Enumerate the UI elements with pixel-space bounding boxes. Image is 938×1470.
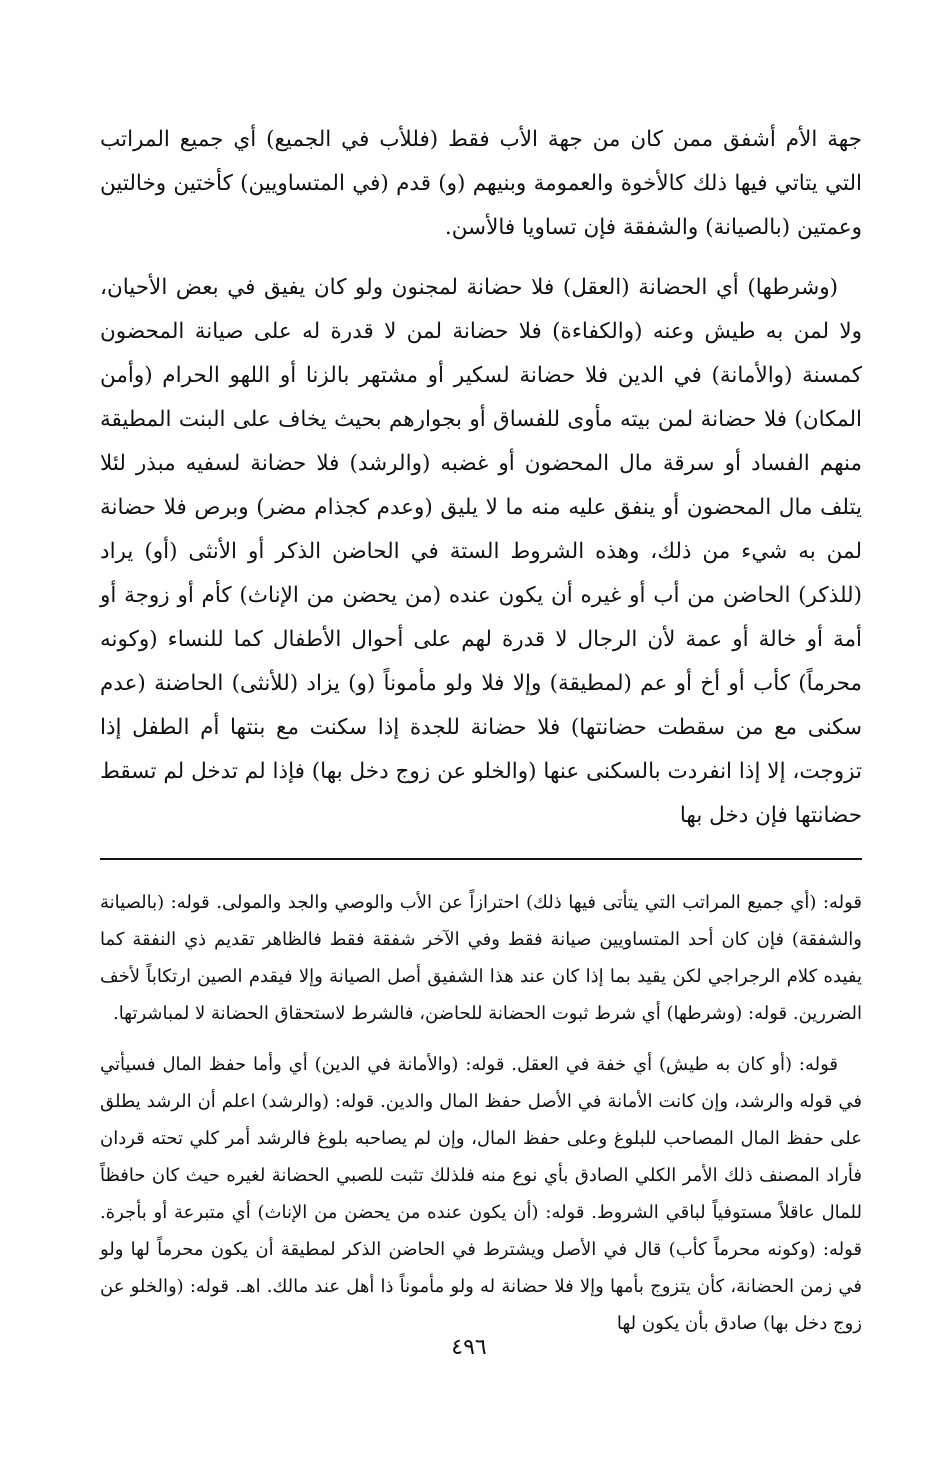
main-paragraph-1: جهة الأم أشفق ممن كان من جهة الأب فقط (فللأب في الجميع) أي جميع المراتب التي يتاتي فيها ذلك كالأخوة والعمومة وبنيهم (و) قدم (في المتساويين) كأختين وخالتين وعمتين (بالصيانة) والشفقة فإن تساويا فالأسن. <box>100 127 862 240</box>
main-paragraph-2: (وشرطها) أي الحضانة (العقل) فلا حضانة لمجنون ولو كان يفيق في بعض الأحيان، ولا لمن به طيش وعنه (والكفاءة) فلا حضانة لمن لا قدرة له على صيانة المحضون كمسنة (والأمانة) في الدين فلا حضانة لسكير أو مشتهر بالزنا أو اللهو الحرام (وأمن المكان) فلا حضانة لمن بيته مأوى للفساق أو بجوارهم بحيث يخاف على البنت المطيقة منهم الفساد أو سرقة مال المحضون أو غضبه (والرشد) فلا حضانة لسفيه مبذر لئلا يتلف مال المحضون أو ينفق عليه منه ما لا يليق (وعدم كجذام مضر) وبرص فلا حضانة لمن به شيء من ذلك، وهذه الشروط الستة في الحاضن الذكر أو الأنثى (أو) يراد (للذكر) الحاضن من أب أو غيره أن يكون عنده (من يحضن من الإناث) كأم أو زوجة أو أمة أو خالة أو عمة لأن الرجال لا قدرة لهم على أحوال الأطفال كما للنساء (وكونه محرماً) كأب أو أخ أو عم (لمطيقة) وإلا فلا ولو مأموناً (و) يزاد (للأنثى) الحاضنة (عدم سكنى مع من سقطت حضانتها) فلا حضانة للجدة إذا سكنت مع بنتها أم الطفل إذا تزوجت، إلا إذا انفردت بالسكنى عنها (والخلو عن زوج دخل بها) فإذا لم تدخل لم تسقط حضانتها فإن دخل بها <box>100 275 862 828</box>
book-page <box>100 118 862 1368</box>
footnote-paragraph-1: قوله: (أي جميع المراتب التي يتأتى فيها ذلك) احترازاً عن الأب والوصي والجد والمولى. قوله: (بالصيانة والشفقة) فإن كان أحد المتساويين صيانة فقط وفي الآخر شفقة فقط فالظاهر تقديم ذي النفقة كما يفيده كلام الرجراجي لكن يقيد بما إذا كان عند هذا الشفيق أصل الصيانة وإلا فيقدم الصين ارتكاباً لأخف الضررين. قوله: (وشرطها) أي شرط ثبوت الحضانة للحاضن، فالشرط لاستحقاق الحضانة لا لمباشرتها. <box>100 892 862 1024</box>
footnote-divider <box>100 858 862 860</box>
footnote-paragraph-2: قوله: (أو كان به طيش) أي خفة في العقل. قوله: (والأمانة في الدين) أي وأما حفظ المال فسيأتي في قوله والرشد، وإن كانت الأمانة في الأصل حفظ المال والدين. قوله: (والرشد) اعلم أن الرشد يطلق على حفظ المال المصاحب للبلوغ وعلى حفظ المال، وإن لم يصاحبه بلوغ فالرشد أمر كلي تحته قردان فأراد المصنف ذلك الأمر الكلي الصادق بأي نوع منه فلذلك تثبت للصبي الحضانة لغيره حيث كان حافظاً للمال عاقلاً مستوفياً لباقي الشروط. قوله: (أن يكون عنده من يحضن من الإناث) أي متبرعة أو بأجرة. قوله: (وكونه محرماً كأب) قال في الأصل ويشترط في الحاضن الذكر لمطيقة أن يكون محرماً لها ولو في زمن الحضانة، كأن يتزوج بأمها وإلا فلا حضانة له ولو مأموناً ذا أهل عند مالك. اهـ. قوله: (والخلو عن زوج دخل بها) صادق بأن يكون لها <box>100 1054 862 1334</box>
footnotes <box>100 884 862 1342</box>
page-number: ٤٩٦ <box>451 1335 487 1360</box>
main-text <box>100 118 862 838</box>
